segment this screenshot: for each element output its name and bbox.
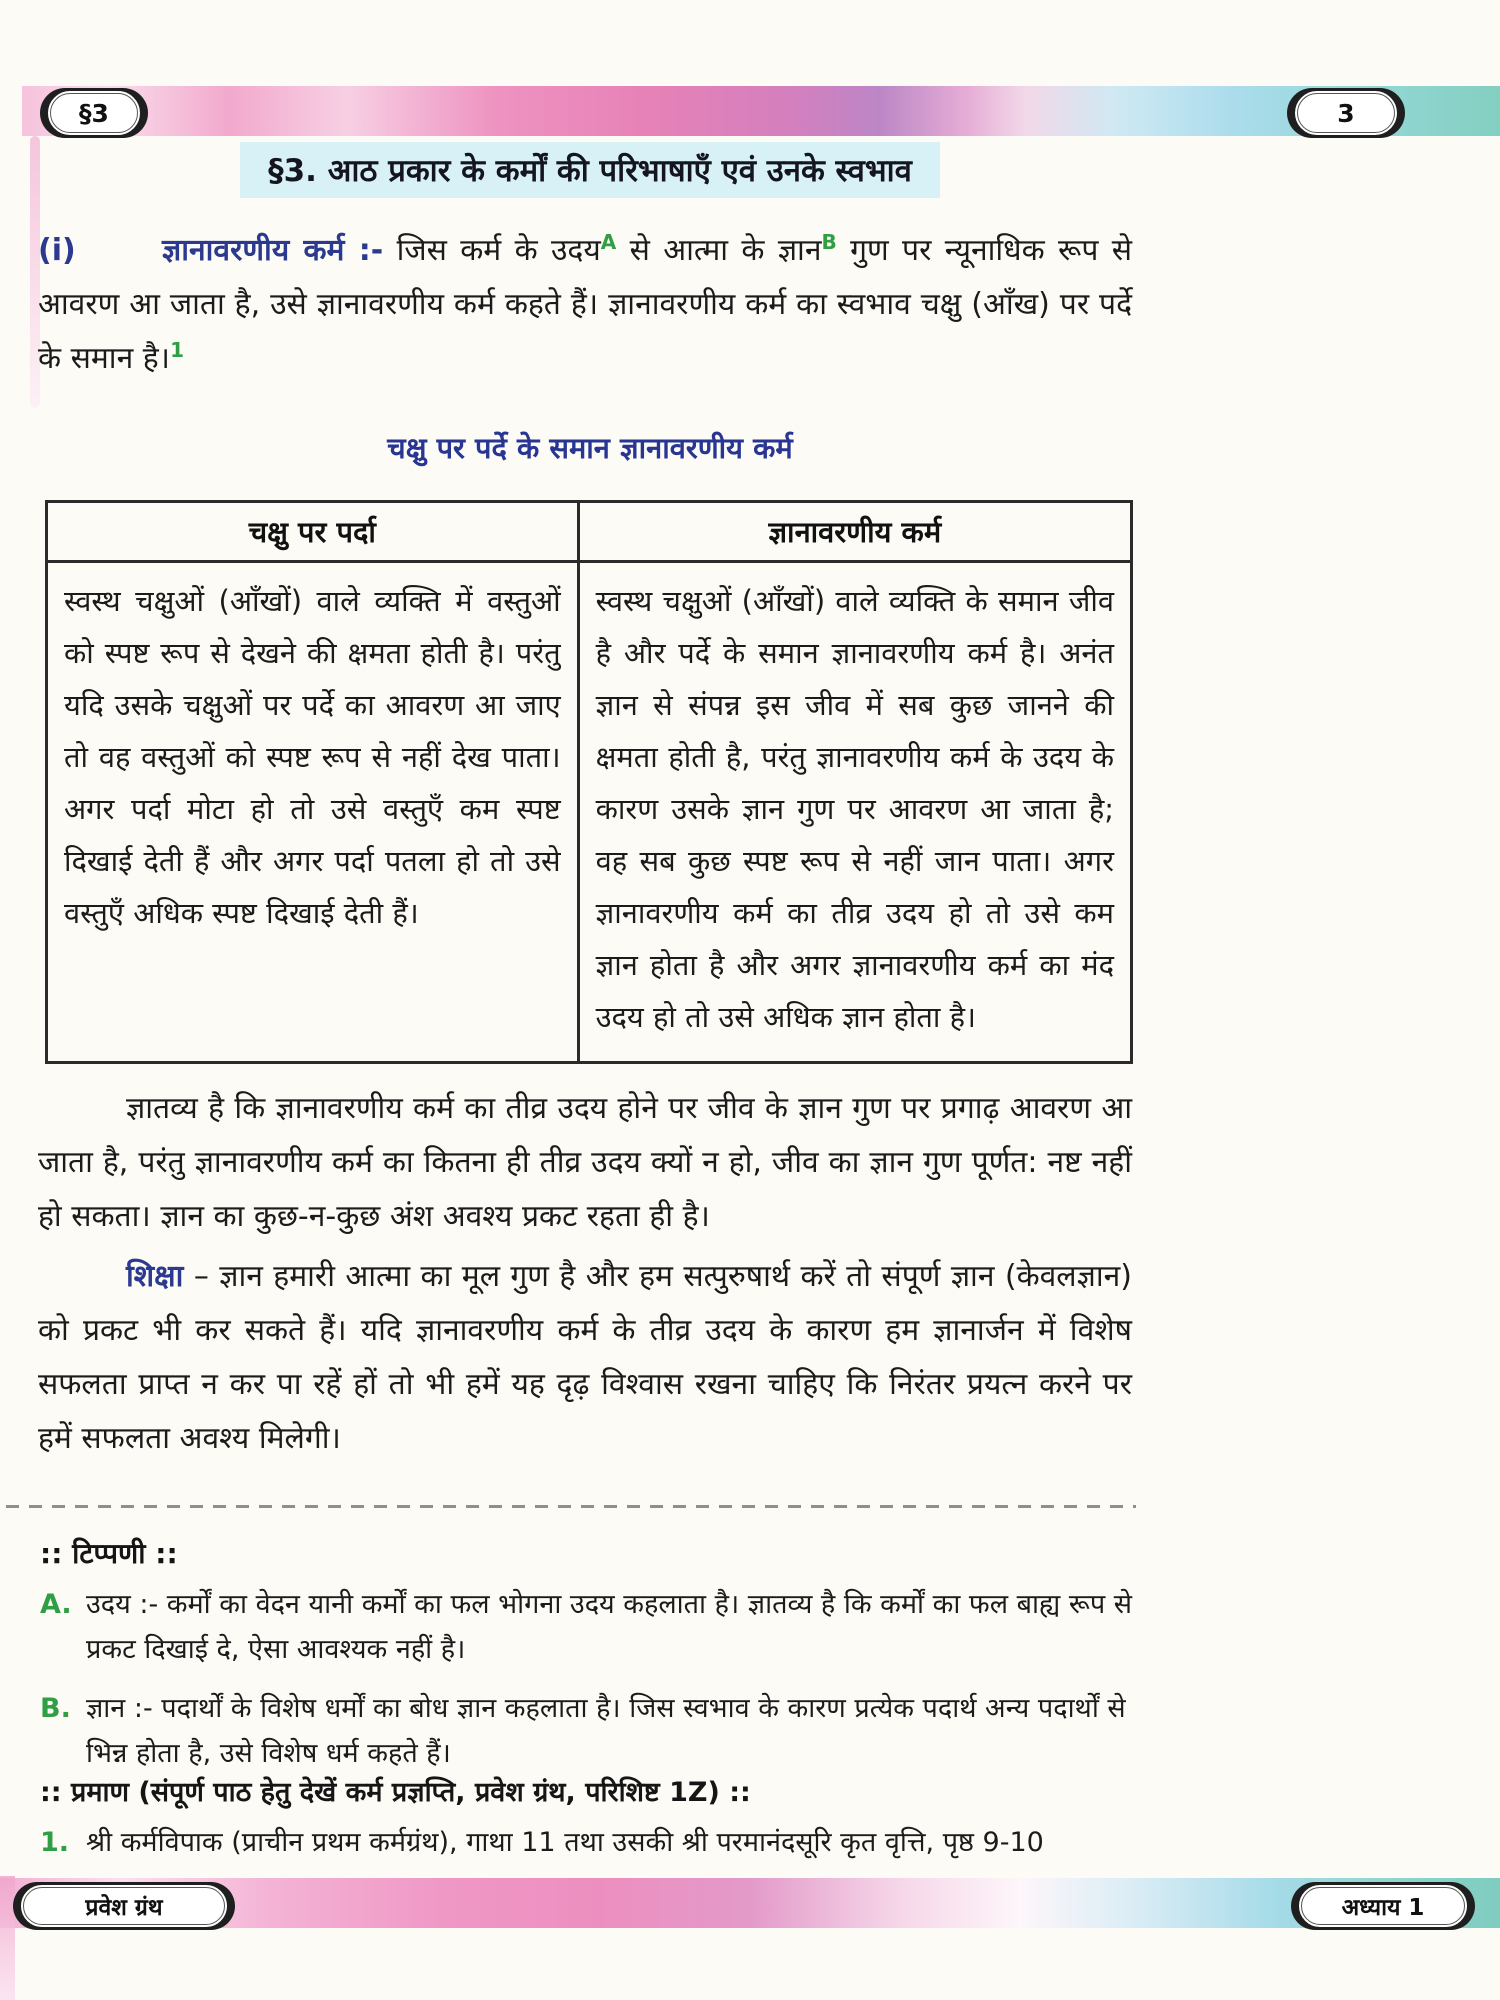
- footnote-b-label: B.: [40, 1693, 71, 1724]
- footnote-a-text: उदय :- कर्मों का वेदन यानी कर्मों का फल भोगना उदय कहलाता है। ज्ञातव्य है कि कर्मों का फल बाह्य रूप से प्रकट दिखाई दे, ऐसा आवश्यक नहीं है।: [86, 1589, 1133, 1665]
- footnote-a-label: A.: [40, 1589, 72, 1620]
- reference-1: [40, 1820, 1146, 1865]
- intro-text-1: जिस कर्म के उदय: [383, 233, 601, 268]
- reference-1-label: 1.: [40, 1827, 70, 1858]
- term-lead: ज्ञानावरणीय कर्म :-: [162, 233, 384, 268]
- column-header-karma: ज्ञानावरणीय कर्म: [578, 502, 1131, 562]
- notes-heading: :: टिप्पणी ::: [40, 1537, 178, 1570]
- left-edge-wash-bottom: [0, 1876, 15, 2000]
- chapter-badge: अध्याय 1: [1296, 1882, 1470, 1930]
- paragraph-shiksha: [38, 1250, 1132, 1466]
- page-number-badge: 3: [1292, 88, 1400, 138]
- comparison-table: [45, 500, 1133, 1064]
- page-title: §3. आठ प्रकार के कर्मों की परिभाषाएँ एवं उनके स्वभाव: [240, 142, 940, 198]
- reference-mark-1: 1: [170, 338, 184, 362]
- table-header-row: [47, 502, 1132, 562]
- shiksha-lead: शिक्षा: [126, 1259, 184, 1294]
- item-index: (i): [38, 233, 76, 268]
- intro-text-3: गुण पर न्यूनाधिक रूप से आवरण आ जाता है, उसे ज्ञानावरणीय कर्म कहते हैं। ज्ञानावरणीय कर्म का स्वभाव चक्षु (आँख) पर पर्दे के समान है।: [38, 233, 1133, 376]
- table-row: [47, 562, 1132, 1063]
- header-watercolor-band: [22, 86, 1500, 136]
- footnote-ref-a: A: [600, 230, 617, 254]
- footnote-ref-b: B: [821, 230, 837, 254]
- book-name-badge: प्रवेश ग्रंथ: [18, 1882, 230, 1930]
- dashed-separator: [6, 1505, 1136, 1508]
- cell-curtain-analogy: स्वस्थ चक्षुओं (आँखों) वाले व्यक्ति में वस्तुओं को स्पष्ट रूप से देखने की क्षमता होती है। परंतु यदि उसके चक्षुओं पर पर्दे का आवरण आ जाए तो वह वस्तुओं को स्पष्ट रूप से नहीं देख पाता। अगर पर्दा मोटा हो तो उसे वस्तुएँ कम स्पष्ट दिखाई देती हैं और अगर पर्दा पतला हो तो उसे वस्तुएँ अधिक स्पष्ट दिखाई देती हैं।: [47, 562, 579, 1063]
- intro-text-2: से आत्मा के ज्ञान: [616, 233, 822, 268]
- cell-karma-explanation: स्वस्थ चक्षुओं (आँखों) वाले व्यक्ति के समान जीव है और पर्दे के समान ज्ञानावरणीय कर्म है। अनंत ज्ञान से संपन्न इस जीव में सब कुछ जानने की क्षमता होती है, परंतु ज्ञानावरणीय कर्म के उदय के कारण उसके ज्ञान गुण पर आवरण आ जाता है; वह सब कुछ स्पष्ट रूप से नहीं जान पाता। अगर ज्ञानावरणीय कर्म का तीव्र उदय हो तो उसे कम ज्ञान होता है और अगर ज्ञानावरणीय कर्म का मंद उदय हो तो उसे अधिक ज्ञान होता है।: [578, 562, 1131, 1063]
- footnote-b-text: ज्ञान :- पदार्थों के विशेष धर्मों का बोध ज्ञान कहलाता है। जिस स्वभाव के कारण प्रत्येक पदार्थ अन्य पदार्थों से भिन्न होता है, उसे विशेष धर्म कहते हैं।: [86, 1693, 1126, 1769]
- table-caption: चक्षु पर पर्दे के समान ज्ञानावरणीय कर्म: [387, 431, 793, 465]
- pramana-heading: :: प्रमाण (संपूर्ण पाठ हेतु देखें कर्म प्रज्ञप्ति, प्रवेश ग्रंथ, परिशिष्ट 1Z) ::: [40, 1777, 751, 1808]
- footnote-b: [40, 1686, 1146, 1776]
- column-header-curtain: चक्षु पर पर्दा: [47, 502, 579, 562]
- footnote-a: [40, 1582, 1146, 1672]
- section-badge: §3: [45, 88, 143, 138]
- paragraph-gyatavya: ज्ञातव्य है कि ज्ञानावरणीय कर्म का तीव्र उदय होने पर जीव के ज्ञान गुण पर प्रगाढ़ आवरण आ जाता है, परंतु ज्ञानावरणीय कर्म का कितना ही तीव्र उदय क्यों न हो, जीव का ज्ञान गुण पूर्णत: नष्ट नहीं हो सकता। ज्ञान का कुछ-न-कुछ अंश अवश्य प्रकट रहता ही है।: [38, 1091, 1132, 1234]
- reference-1-text: श्री कर्मविपाक (प्राचीन प्रथम कर्मग्रंथ), गाथा 11 तथा उसकी श्री परमानंदसूरि कृत वृत्ति, पृष्ठ 9-10: [86, 1827, 1044, 1858]
- intro-paragraph: [38, 224, 1132, 386]
- shiksha-text: – ज्ञान हमारी आत्मा का मूल गुण है और हम सत्पुरुषार्थ करें तो संपूर्ण ज्ञान (केवलज्ञान) को प्रकट भी कर सकते हैं। यदि ज्ञानावरणीय कर्म के तीव्र उदय के कारण हम ज्ञानार्जन में विशेष सफलता प्राप्त न कर पा रहें हों तो भी हमें यह दृढ़ विश्वास रखना चाहिए कि निरंतर प्रयत्न करने पर हमें सफलता अवश्य मिलेगी।: [38, 1259, 1132, 1456]
- title-row: [0, 142, 1180, 198]
